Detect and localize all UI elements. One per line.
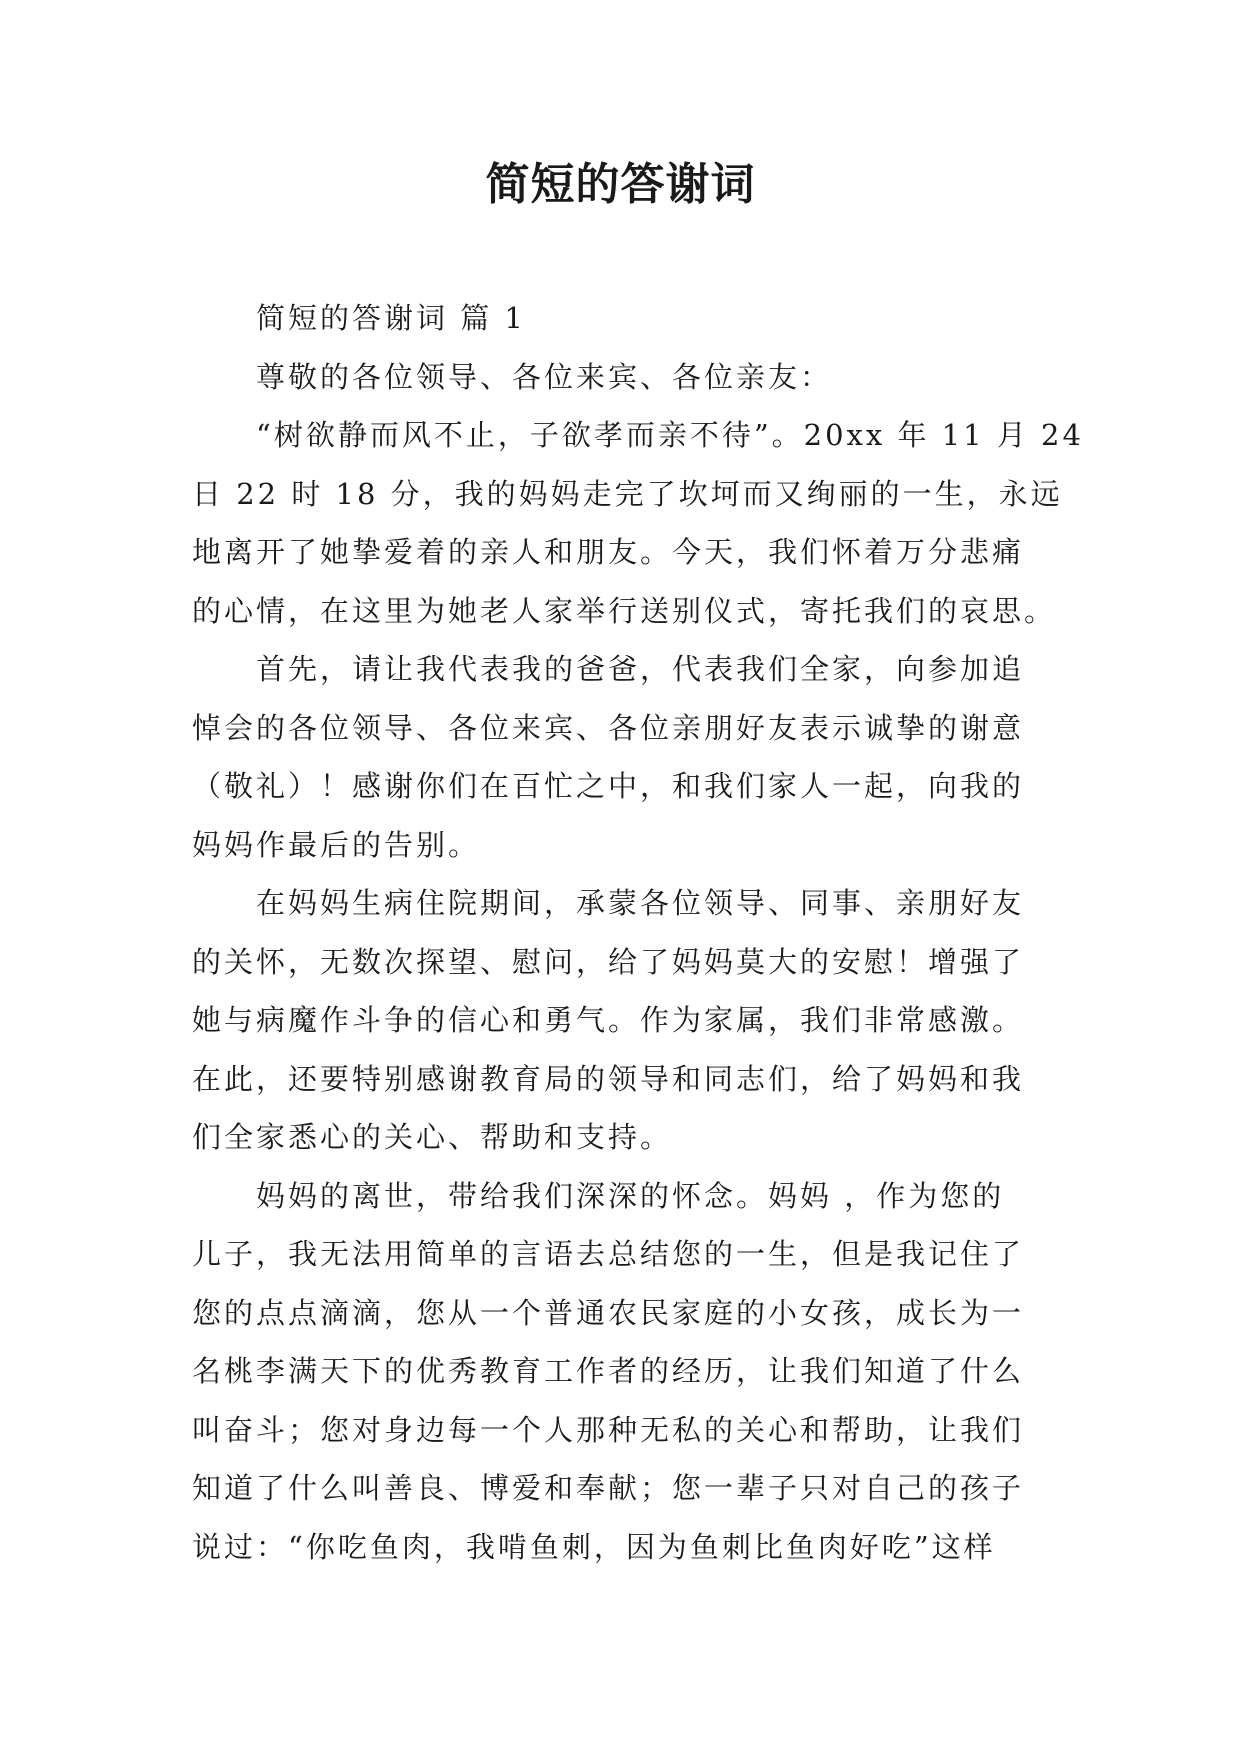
- paragraph-4-line: 妈妈的离世，带给我们深深的怀念。妈妈 ，作为您的: [256, 1178, 1005, 1213]
- paragraph-1-line: 日 22 时 18 分，我的妈妈走完了坎坷而又绚丽的一生，永远: [192, 476, 1063, 511]
- paragraph-1-line: 的心情，在这里为她老人家举行送别仪式，寄托我们的哀思。: [192, 593, 1057, 628]
- paragraph-3-line: 的关怀，无数次探望、慰问，给了妈妈莫大的安慰！增强了: [192, 944, 1025, 979]
- paragraph-4-line: 知道了什么叫善良、博爱和奉献；您一辈子只对自己的孩子: [192, 1471, 1025, 1505]
- paragraph-2-line: 妈妈作最后的告别。: [192, 827, 481, 862]
- paragraph-4-line: 说过：“你吃鱼肉，我啃鱼刺，因为鱼刺比鱼肉好吃”这样: [192, 1529, 996, 1564]
- paragraph-4-line: 叫奋斗；您对身边每一个人那种无私的关心和帮助，让我们: [192, 1412, 1025, 1447]
- paragraph-4-line: 名桃李满天下的优秀教育工作者的经历，让我们知道了什么: [192, 1354, 1025, 1388]
- paragraph-1-line: “树欲静而风不止，子欲孝而亲不待”。20xx 年 11 月 24: [256, 418, 1084, 452]
- paragraph-3-line: 在妈妈生病住院期间，承蒙各位领导、同事、亲朋好友: [256, 886, 1025, 920]
- paragraph-3-line: 在此，还要特别感谢教育局的领导和同志们，给了妈妈和我: [192, 1061, 1025, 1096]
- paragraph-2-line: 悼会的各位领导、各位来宾、各位亲朋好友表示诚挚的谢意: [192, 710, 1025, 745]
- paragraph-1-line: 地离开了她挚爱着的亲人和朋友。今天，我们怀着万分悲痛: [192, 535, 1025, 569]
- salutation-line: 尊敬的各位领导、各位来宾、各位亲友：: [256, 359, 833, 394]
- document-title: 简短的答谢词: [485, 159, 756, 210]
- paragraph-4-line: 儿子，我无法用简单的言语去总结您的一生，但是我记住了: [192, 1237, 1025, 1271]
- paragraph-2-line: 首先，请让我代表我的爸爸，代表我们全家，向参加追: [256, 652, 1025, 686]
- section-heading: 简短的答谢词 篇 1: [256, 301, 526, 335]
- paragraph-2-line: （敬礼）！感谢你们在百忙之中，和我们家人一起，向我的: [192, 769, 1025, 803]
- paragraph-3-line: 她与病魔作斗争的信心和勇气。作为家属，我们非常感激。: [192, 1003, 1025, 1037]
- paragraph-4-line: 您的点点滴滴，您从一个普通农民家庭的小女孩，成长为一: [192, 1295, 1025, 1330]
- document-body: [192, 289, 1084, 1576]
- paragraph-3-line: 们全家悉心的关心、帮助和支持。: [192, 1120, 673, 1154]
